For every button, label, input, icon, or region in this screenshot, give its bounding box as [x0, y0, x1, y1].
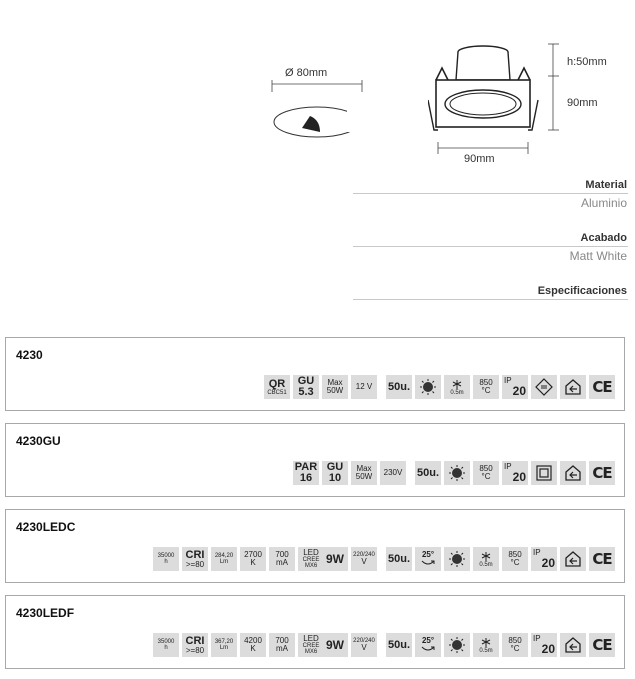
tile-text: MX6 [304, 563, 318, 569]
lumen-tile [211, 547, 237, 571]
square-fitting-drawing [428, 40, 568, 165]
tile-text: >=80 [185, 645, 205, 655]
tile-text: CE [592, 463, 612, 482]
ip-rating-tile [502, 375, 528, 399]
tile-text: CRI [185, 548, 205, 561]
distance-icon [478, 637, 494, 648]
tile-text: 12 V [355, 382, 373, 391]
divider [353, 246, 628, 247]
tile-text: 5.3 [298, 386, 314, 398]
tile-text: 50u. [387, 552, 410, 565]
tile-text: Max [356, 464, 372, 473]
tile-text: 0.5m [479, 647, 493, 654]
tile-text: 25° [421, 636, 435, 645]
tile-text: K [250, 644, 256, 653]
distance-icon [449, 379, 465, 390]
tile-text: 850 [508, 550, 522, 559]
voltage-tile [351, 375, 377, 399]
tile-text: IP [504, 462, 512, 471]
tile-text: 50W [355, 472, 373, 481]
tile-text: QR [268, 377, 286, 390]
lifetime-tile [153, 633, 179, 657]
lifetime-tile [153, 547, 179, 571]
tile-text: 9W [326, 638, 344, 652]
socket-tile [293, 375, 319, 399]
tile-text: 850 [479, 464, 493, 473]
tile-text: CRI [185, 634, 205, 647]
rotate-arrow-icon [420, 559, 436, 567]
tile-text: 230V [383, 468, 403, 477]
diameter-label: Ø 80mm [285, 67, 328, 79]
tile-text: °C [510, 558, 520, 567]
tile-text: 367,20 [214, 639, 234, 645]
divider [353, 299, 628, 300]
tile-text: >=80 [185, 559, 205, 569]
acabado-label: Acabado [580, 232, 627, 244]
distance-tile [473, 633, 499, 657]
tile-text: 20 [541, 642, 555, 656]
tile-text: CE [592, 377, 612, 396]
rotate-arrow-icon [420, 645, 436, 653]
tile-text: 700 [275, 550, 289, 559]
led-type-tile [298, 633, 324, 657]
voltage-tile [351, 633, 377, 657]
lamp-burst-icon [444, 461, 470, 485]
max-power-tile [322, 375, 348, 399]
tile-text: h [164, 645, 168, 651]
tile-text: V [361, 557, 367, 566]
tile-text: IP [533, 634, 541, 643]
tile-text: 50u. [387, 380, 410, 393]
especificaciones-label: Especificaciones [537, 285, 627, 297]
tile-text: 4200 [244, 636, 262, 645]
tile-text: MX6 [304, 649, 318, 655]
tile-text: CREE [302, 557, 320, 563]
power-tile [322, 633, 348, 657]
units-tile [386, 633, 412, 657]
ce-mark-tile [589, 461, 615, 485]
height-label: h:50mm [567, 56, 607, 68]
lamp-burst-icon [415, 375, 441, 399]
ce-mark-tile [589, 633, 615, 657]
distance-tile [444, 375, 470, 399]
max-power-tile [351, 461, 377, 485]
tile-text: K [250, 558, 256, 567]
lamp-type-tile [264, 375, 290, 399]
tile-text: 220/240 [353, 638, 375, 644]
tile-text: IP [504, 376, 512, 385]
product-card-4230gu [5, 423, 625, 497]
cri-tile [182, 547, 208, 571]
tile-text: mA [276, 558, 288, 567]
color-temp-tile [240, 633, 266, 657]
product-code: 4230LEDF [16, 606, 75, 620]
tile-text: 16 [299, 472, 313, 484]
lamp-type-tile [293, 461, 319, 485]
round-cutout-drawing [262, 80, 372, 150]
tile-text: °C [481, 472, 491, 481]
material-label: Material [585, 179, 627, 191]
house-icon [560, 547, 586, 571]
ce-mark-tile [589, 547, 615, 571]
socket-tile [322, 461, 348, 485]
product-card-4230 [5, 337, 625, 411]
distance-icon [478, 551, 494, 562]
ce-mark-tile [589, 375, 615, 399]
tile-text: °C [510, 644, 520, 653]
glow-wire-tile [473, 461, 499, 485]
glow-wire-tile [473, 375, 499, 399]
beam-angle-tile [415, 633, 441, 657]
led-type-tile [298, 547, 324, 571]
tile-text: 20 [541, 556, 555, 570]
product-card-4230ledf [5, 595, 625, 669]
current-tile [269, 633, 295, 657]
product-code: 4230LEDC [16, 520, 76, 534]
tile-text: Lm [219, 559, 229, 565]
distance-tile [473, 547, 499, 571]
glow-wire-tile [502, 633, 528, 657]
ip-rating-tile [531, 633, 557, 657]
tile-text: V [361, 643, 367, 652]
width-right-label: 90mm [567, 97, 598, 109]
tile-text: 2700 [244, 550, 262, 559]
tile-text: LED [303, 548, 319, 557]
lamp-burst-icon [444, 547, 470, 571]
material-value: Aluminio [580, 196, 627, 210]
width-bottom-label: 90mm [464, 153, 495, 165]
tile-text: PAR [294, 461, 318, 473]
color-temp-tile [240, 547, 266, 571]
house-icon [560, 375, 586, 399]
tile-text: 20 [512, 470, 526, 484]
cri-tile [182, 633, 208, 657]
divider [353, 193, 628, 194]
product-code: 4230GU [16, 434, 61, 448]
tile-text: IP [533, 548, 541, 557]
tile-text: 50u. [416, 466, 439, 479]
tile-text: Max [327, 378, 343, 387]
house-icon [560, 633, 586, 657]
tile-text: 700 [275, 636, 289, 645]
lumen-tile [211, 633, 237, 657]
product-card-4230ledc [5, 509, 625, 583]
class-ii-icon [531, 461, 557, 485]
tile-text: CE [592, 549, 612, 568]
tile-text: 20 [512, 384, 526, 398]
tile-text: 850 [479, 378, 493, 387]
tile-text: CREE [302, 643, 320, 649]
tile-text: GU [326, 461, 344, 473]
glow-wire-tile [502, 547, 528, 571]
tile-text: 25° [421, 550, 435, 559]
tile-text: °C [481, 386, 491, 395]
voltage-tile [351, 547, 377, 571]
beam-angle-tile [415, 547, 441, 571]
tile-text: 220/240 [353, 552, 375, 558]
tile-text: 9W [326, 552, 344, 566]
tile-text: 0.5m [450, 389, 464, 396]
ip-rating-tile [531, 547, 557, 571]
lamp-burst-icon [444, 633, 470, 657]
tile-text: CBC51 [267, 389, 287, 396]
tile-text: 850 [508, 636, 522, 645]
tile-text: 50W [326, 386, 344, 395]
product-code: 4230 [16, 348, 43, 362]
units-tile [415, 461, 441, 485]
voltage-tile [380, 461, 406, 485]
house-icon [560, 461, 586, 485]
tile-text: mA [276, 644, 288, 653]
tile-text: Lm [219, 645, 229, 651]
tile-text: 284,20 [214, 553, 234, 559]
tile-text: 0.5m [479, 561, 493, 568]
class-iii-icon [531, 375, 557, 399]
tile-text: LED [303, 634, 319, 643]
ip-rating-tile [502, 461, 528, 485]
tile-text: 35000 [157, 639, 175, 645]
current-tile [269, 547, 295, 571]
tile-text: GU [297, 375, 315, 387]
units-tile [386, 547, 412, 571]
tile-text: 10 [328, 472, 342, 484]
tile-text: h [164, 559, 168, 565]
power-tile [322, 547, 348, 571]
acabado-value: Matt White [569, 249, 627, 263]
tile-text: 35000 [157, 553, 175, 559]
tile-text: 50u. [387, 638, 410, 651]
tile-text: CE [592, 635, 612, 654]
units-tile [386, 375, 412, 399]
